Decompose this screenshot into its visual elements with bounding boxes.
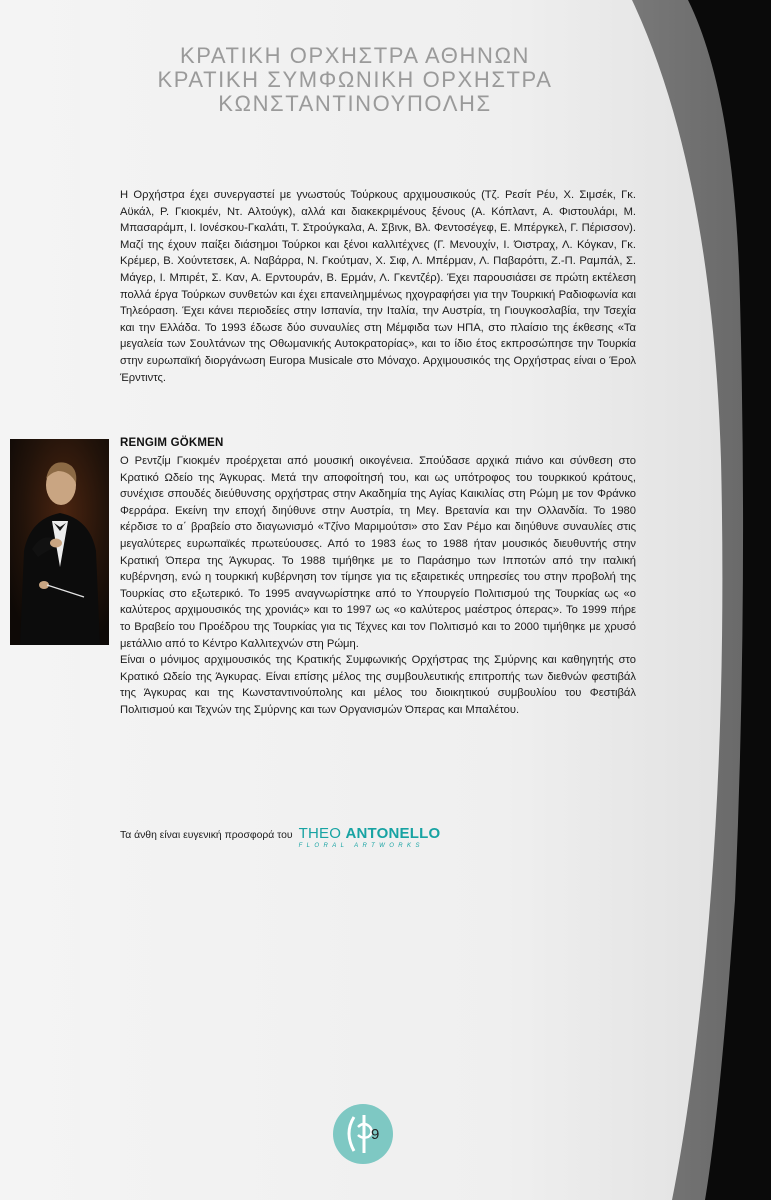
credit-text: Τα άνθη είναι ευγενική προσφορά του	[120, 830, 293, 841]
bio-paragraph-1: Ο Ρεντζίμ Γκιοκμέν προέρχεται από μουσική οικογένεια. Σπούδασε αρχικά πιάνο και σύνθεση στο Κρατικό Ωδείο της Άγκυρας. Μετά την αποφοίτησή του, και ως υπότροφος του τουρκικού κράτους, συνέχισε σπουδές διεύθυνσης ορχήστρας στην Ακαδημία της Αγίας Καικιλίας στη Ρώμη με τον Φράνκο Φερράρα. Εκείνη την εποχή διηύθυνε στην Αυστρία, τη Μεγ. Βρετανία και την Ολλανδία. Το 1980 κέρδισε το α΄ βραβείο στο διαγωνισμό «Τζίνο Μαριμούτσι» στο Σαν Ρέμο και διηύθυνε συναυλίες στις μεγαλύτερες ευρωπαϊκές πρωτεύουσες. Από το 1983 έως το 1988 ήταν μουσικός διευθυντής στην Κρατική Όπερα της Άγκυρας. Το 1988 τιμήθηκε με το Παράσημο των Ιπποτών από την ιταλική κυβέρνηση, ενώ η τουρκική κυβέρνηση τον τίμησε για τις εξαιρετικές υπηρεσίες του στην προβολή της Τουρκίας στο εξωτερικό. Το 1995 αναγνωρίστηκε από το Υπουργείο Πολιτισμού της Τουρκίας ως «ο καλύτερος αρχιμουσικός της χρονιάς» και το 1997 ως «ο καλύτερος μαέστρος όπερας». Το 1999 πήρε το Βραβείο του Προέδρου της Τουρκίας για τις Τέχνες και τον Πολιτισμό και το 2000 τιμήθηκε με χρυσό μετάλλιο από το Κέντρο Καλλιτεχνών στη Ρώμη.	[120, 455, 636, 650]
sponsor-name-last: ANTONELLO	[345, 825, 441, 842]
title-line-2: ΚΡΑΤΙΚΗ ΣΥΜΦΩΝΙΚΗ ΟΡΧΗΣΤΡΑ	[157, 67, 553, 92]
bio-paragraph-2: Είναι ο μόνιμος αρχιμουσικός της Κρατικής Συμφωνικής Ορχήστρας της Σμύρνης και καθηγητής στο Κρατικό Ωδείο της Άγκυρας. Είναι επίσης μέλος της συμβουλευτικής επιτροπής των διεθνών φεστιβάλ της Άγκυρας και της Κωνσταντινούπολης και μέλος του διοικητικού συμβουλίου του Φεστιβάλ Πολιτισμού και Τεχνών της Σμύρνης και των Οργανισμών Όπερας και Μπαλέτου.	[120, 654, 636, 716]
page-number: 9	[371, 1126, 380, 1143]
orchestra-paragraph: Η Ορχήστρα έχει συνεργαστεί με γνωστούς Τούρκους αρχιμουσικούς (Τζ. Ρεσίτ Ρέυ, Χ. Σιμσέκ, Γκ. Αϋκάλ, Ρ. Γκιοκμέν, Ντ. Αλτούγκ), αλλά και διακεκριμένους ξένους (Α. Κόπλαντ, Α. Φιστουλάρι, Μ. Μπασαράμπ, Ι. Ιονέσκου-Γκαλάτι, Τ. Στρούγκαλα, Α. Σβινκ, Βλ. Φεντοσέγεφ, Ε. Μπέργκελ, Γ. Πέρισσον). Μαζί της έχουν παίξει διάσημοι Τούρκοι και ξένοι καλλιτέχνες (Γ. Μενουχίν, Ι. Όιστραχ, Λ. Κόγκαν, Γκ. Κρέμερ, Β. Χούντετσεκ, Α. Ναβάρρα, Ν. Γκούτμαν, Χ. Σιφ, Λ. Μπέρμαν, Λ. Παβαρόττι, Ζ.-Π. Ραμπάλ, Σ. Μάγερ, Ι. Μπιρέτ, Σ. Καν, Α. Ερντουράν, Β. Ερμάν, Λ. Γκεντζέρ). Έχει παρουσιάσει σε πρώτη εκτέλεση πολλά έργα Τούρκων συνθετών και έχει επανειλημμένως ηχογραφήσει για την Τουρκική Ραδιοφωνία και Τηλεόραση. Έχει κάνει περιοδείες στην Ισπανία, την Ιταλία, την Αυστρία, τη Γιουγκοσλαβία, την Τσεχία και την Ελλάδα. Το 1993 έδωσε δύο συναυλίες στη Μέμφιδα των ΗΠΑ, στο πλαίσιο της έκθεσης «Τα μεγαλεία των Σουλτάνων της Οθωμανικής Αυτοκρατορίας», και το ίδιο έτος εκπροσώπησε την Τουρκία στην ευρωπαϊκή διοργάνωση Europa Musicale στο Μόναχο. Αρχιμουσικός της Ορχήστρας είναι ο Έρολ Έρντιντς.	[120, 189, 636, 384]
title-line-1: ΚΡΑΤΙΚΗ ΟΡΧΗΣΤΡΑ ΑΘΗΝΩΝ	[180, 43, 530, 68]
sponsor-name	[299, 826, 441, 842]
conductor-name: RENGIM GÖKMEN	[120, 437, 224, 449]
page-title	[120, 44, 590, 116]
flower-credit	[120, 826, 440, 849]
sponsor-logo	[299, 826, 441, 849]
title-line-3: ΚΩΝΣΤΑΝΤΙΝΟΥΠΟΛΗΣ	[218, 91, 492, 116]
conductor-biography	[120, 453, 636, 719]
sponsor-tagline: FLORAL ARTWORKS	[298, 843, 424, 849]
conductor-photo	[10, 439, 109, 645]
sponsor-name-first: THEO	[298, 825, 346, 842]
festival-logo-icon	[332, 1103, 394, 1165]
